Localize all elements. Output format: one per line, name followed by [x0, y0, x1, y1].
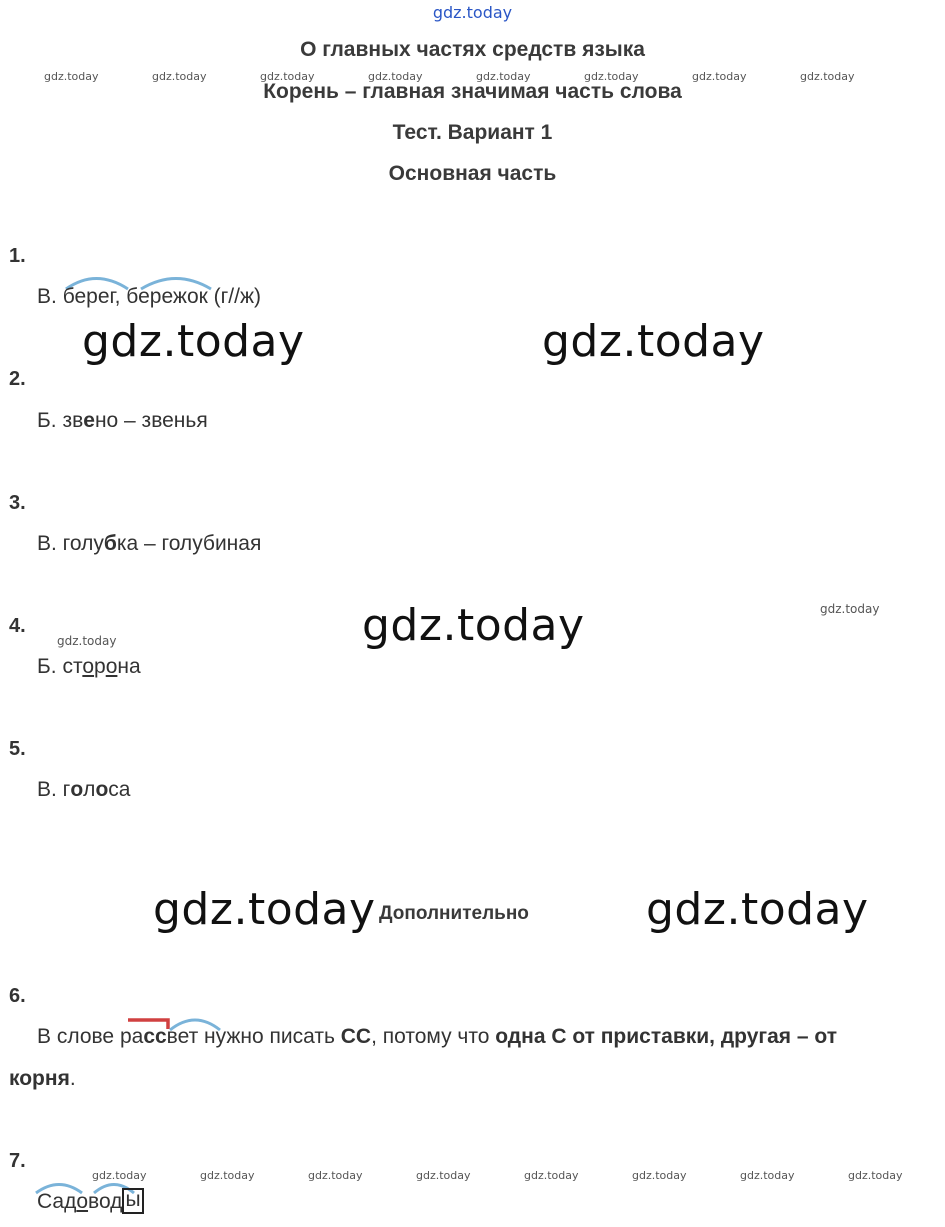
answer-text: на — [117, 655, 141, 678]
answer-text: Б. ст — [37, 655, 83, 678]
item-number: 7. — [9, 1150, 26, 1172]
item-number: 2. — [9, 368, 26, 390]
watermark-small: gdz.today — [848, 1169, 903, 1182]
answer-text: р — [94, 655, 106, 678]
highlighted-letter: е — [83, 409, 95, 432]
separator: , — [114, 285, 127, 308]
watermark-small: gdz.today — [152, 70, 207, 83]
answer-prefix: В. — [37, 285, 63, 308]
watermark-small: gdz.today — [692, 70, 747, 83]
answer-text: Б. зв — [37, 409, 84, 432]
watermark-big: gdz.today — [542, 316, 765, 367]
answer-3 — [37, 532, 261, 556]
underlined-letter: о — [105, 655, 118, 678]
watermark-small: gdz.today — [200, 1169, 255, 1182]
watermark-small: gdz.today — [308, 1169, 363, 1182]
answer-text: ка – голубиная — [116, 532, 262, 555]
answer-4 — [37, 655, 141, 679]
alternation-note: (г//ж) — [207, 285, 262, 308]
watermark-small: gdz.today — [92, 1169, 147, 1182]
watermark-small: gdz.today — [800, 70, 855, 83]
answer-5 — [37, 778, 130, 802]
highlighted-letter: о — [95, 778, 109, 801]
underlined-letter: о — [82, 655, 95, 678]
watermark-small: gdz.today — [632, 1169, 687, 1182]
highlighted-letter: б — [103, 532, 117, 555]
ending-box: ы — [122, 1188, 143, 1214]
watermark-small: gdz.today — [260, 70, 315, 83]
highlighted-letter: о — [70, 778, 84, 801]
watermark-big: gdz.today — [646, 884, 869, 935]
word-bereg: берег — [62, 285, 115, 308]
answer-text: са — [108, 778, 131, 801]
answer-7 — [37, 1188, 144, 1214]
watermark-small: gdz.today — [57, 634, 117, 648]
watermark-small: gdz.today — [584, 70, 639, 83]
page-subtitle: Корень – главная значимая часть слова — [263, 80, 682, 103]
watermark-small: gdz.today — [368, 70, 423, 83]
watermark-small: gdz.today — [820, 602, 880, 616]
highlighted-letters: СС — [340, 1025, 372, 1048]
watermark-big: gdz.today — [362, 600, 585, 651]
section-main-heading: Основная часть — [388, 162, 557, 185]
item-number: 5. — [9, 738, 26, 760]
word-berezhok: бережок — [126, 285, 208, 308]
watermark-big: gdz.today — [153, 884, 376, 935]
watermark-top: gdz.today — [432, 3, 513, 22]
watermark-small: gdz.today — [44, 70, 99, 83]
watermark-small: gdz.today — [416, 1169, 471, 1182]
watermark-big: gdz.today — [82, 316, 305, 367]
answer-text: Сад — [37, 1190, 77, 1213]
answer-text: В. г — [37, 778, 71, 801]
answer-text: В. голу — [37, 532, 104, 555]
answer-6-line1 — [37, 1025, 837, 1049]
item-number: 3. — [9, 492, 26, 514]
watermark-small: gdz.today — [476, 70, 531, 83]
explanation: корня — [9, 1067, 70, 1090]
section-extra-heading: Дополнительно — [379, 903, 529, 924]
answer-2 — [37, 409, 208, 433]
item-number: 1. — [9, 245, 26, 267]
explanation: одна С от приставки, другая – от — [495, 1025, 837, 1048]
answer-1 — [37, 285, 261, 309]
answer-text: но – звенья — [94, 409, 208, 432]
item-number: 4. — [9, 615, 26, 637]
underlined-letter: о — [76, 1190, 89, 1213]
answer-text: В слове ра — [37, 1025, 144, 1048]
highlighted-letters: сс — [143, 1025, 167, 1048]
watermark-small: gdz.today — [740, 1169, 795, 1182]
watermark-small: gdz.today — [524, 1169, 579, 1182]
test-variant: Тест. Вариант 1 — [392, 121, 553, 144]
answer-6-line2 — [9, 1067, 76, 1091]
answer-text: л — [83, 778, 96, 801]
answer-text: вод — [88, 1190, 123, 1213]
answer-text: , потому что — [371, 1025, 496, 1048]
answer-text: вет нужно писать — [166, 1025, 341, 1048]
answer-text: . — [69, 1067, 76, 1090]
item-number: 6. — [9, 985, 26, 1007]
page-title: О главных частях средств языка — [300, 38, 645, 61]
